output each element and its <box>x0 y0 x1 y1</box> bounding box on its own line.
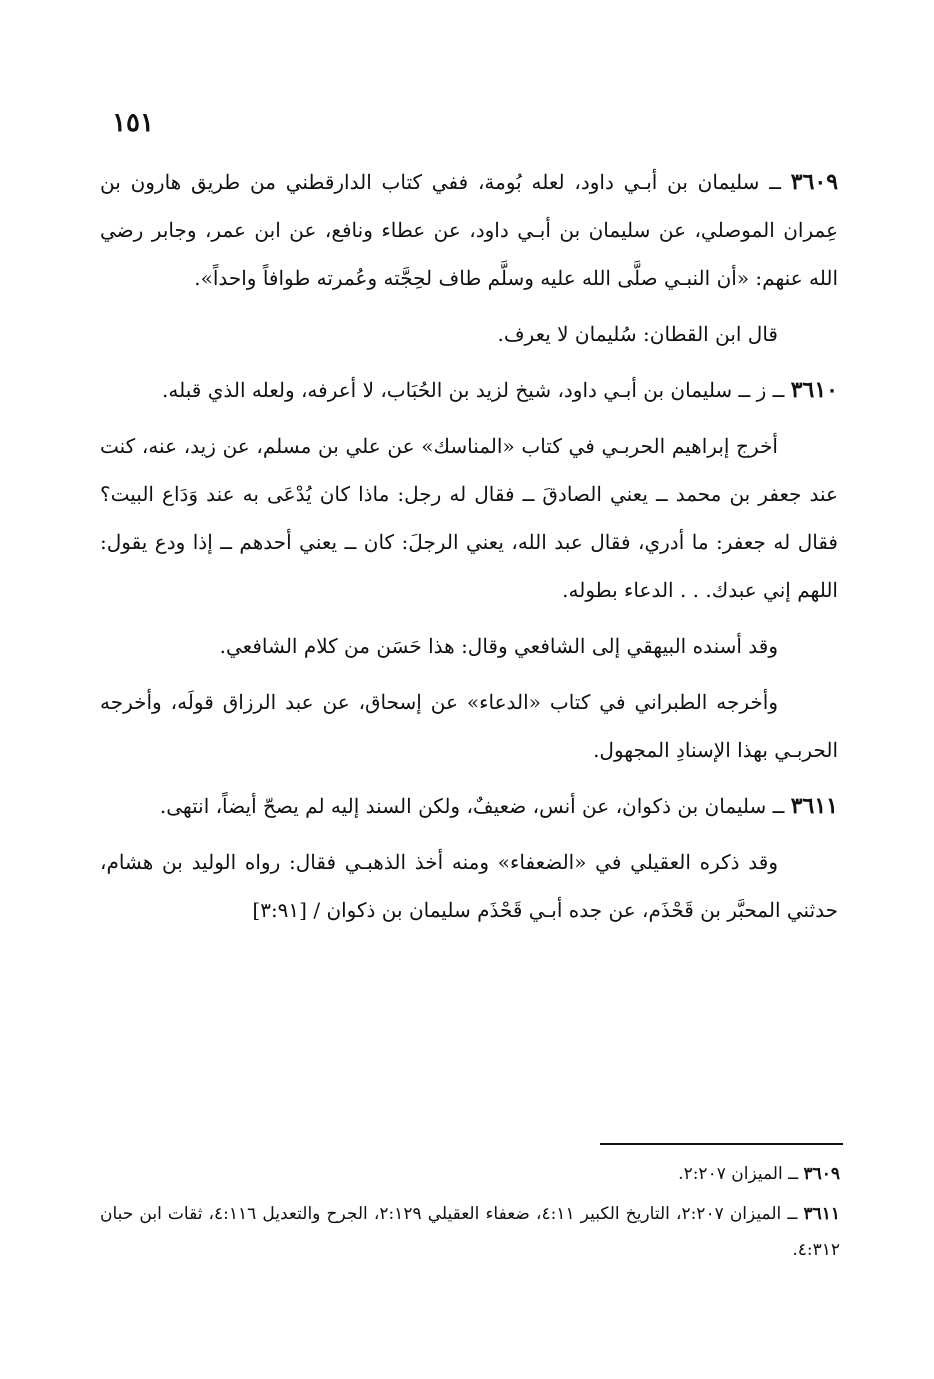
entry-number: ٣٦١٠ <box>790 377 838 403</box>
entry-text: ــ سليمان بن ذكوان، عن أنس، ضعيفٌ، ولكن السند إليه لم يصحّ أيضاً، انتهى. <box>159 794 785 818</box>
folio-reference: [٣:٩١] <box>252 898 307 922</box>
entry-text: ــ سليمان بن أبـي داود، لعله بُومة، ففي كتاب الدارقطني من طريق هارون بن عِمران الموصلي، عن سليمان بن أبـي داود، عن عطاء ونافع، عن ابن عمر، وجابر رضي الله عنهم: «أن النبـي صلَّى الله عليه وسلَّم طاف لحِجَّته وعُمرته طوافاً واحداً». <box>100 170 838 290</box>
paragraph-text: وأخرجه الطبراني في كتاب «الدعاء» عن إسحاق، عن عبد الرزاق قولَه، وأخرجه الحربـي بهذا الإسنادِ المجهول. <box>100 690 838 762</box>
footnote-text: ــ الميزان ٢:٢٠٧. <box>678 1164 799 1184</box>
entry-text: ــ ز ــ سليمان بن أبـي داود، شيخ لزيد بن الحُبَاب، لا أعرفه، ولعله الذي قبله. <box>162 378 785 402</box>
entry-number: ٣٦١١ <box>790 793 838 819</box>
footnote <box>100 1156 840 1192</box>
entry-3610 <box>100 366 838 414</box>
entry-3609 <box>100 158 838 302</box>
paragraph <box>100 422 838 614</box>
footnote-number: ٣٦٠٩ <box>803 1164 840 1184</box>
entry-3611 <box>100 782 838 830</box>
footnote-number: ٣٦١١ <box>803 1204 840 1224</box>
entry-number: ٣٦٠٩ <box>790 169 839 195</box>
page-number: ١٥١ <box>112 108 154 138</box>
paragraph <box>100 678 838 774</box>
footnote-text: ــ الميزان ٢:٢٠٧، التاريخ الكبير ٤:١١، ضعفاء العقيلي ٢:١٢٩، الجرح والتعديل ٤:١١٦، ثقات ابن حبان ٤:٣١٢. <box>100 1204 840 1260</box>
paragraph-text: قال ابن القطان: سُليمان لا يعرف. <box>497 322 778 346</box>
paragraph <box>100 310 838 358</box>
paragraph-text: وقد ذكره العقيلي في «الضعفاء» ومنه أخذ الذهبـي فقال: رواه الوليد بن هشام، حدثني المحبَّر بن قَحْذَم، عن جده أبـي قَحْذَم سليمان بن ذكوان / <box>100 850 838 922</box>
footnotes <box>100 1156 840 1272</box>
footnote <box>100 1196 840 1268</box>
paragraph-text: أخرج إبراهيم الحربـي في كتاب «المناسك» عن علي بن مسلم، عن زيد، عنه، كنت عند جعفر بن محمد ــ يعني الصادقَ ــ فقال له رجل: ماذا كان يُدْعَى به عند وَدَاع البيت؟ فقال له جعفر: ما أدري، فقال عبد الله، يعني الرجلَ: كان ــ يعني أحدهم ــ إذا ودع يقول: اللهم إني عبدك. . . الدعاء بطوله. <box>100 434 838 602</box>
paragraph-text: وقد أسنده البيهقي إلى الشافعي وقال: هذا حَسَن من كلام الشافعي. <box>219 634 778 658</box>
main-text <box>100 158 838 942</box>
paragraph <box>100 622 838 670</box>
paragraph <box>100 838 838 934</box>
footnote-divider <box>600 1143 843 1145</box>
